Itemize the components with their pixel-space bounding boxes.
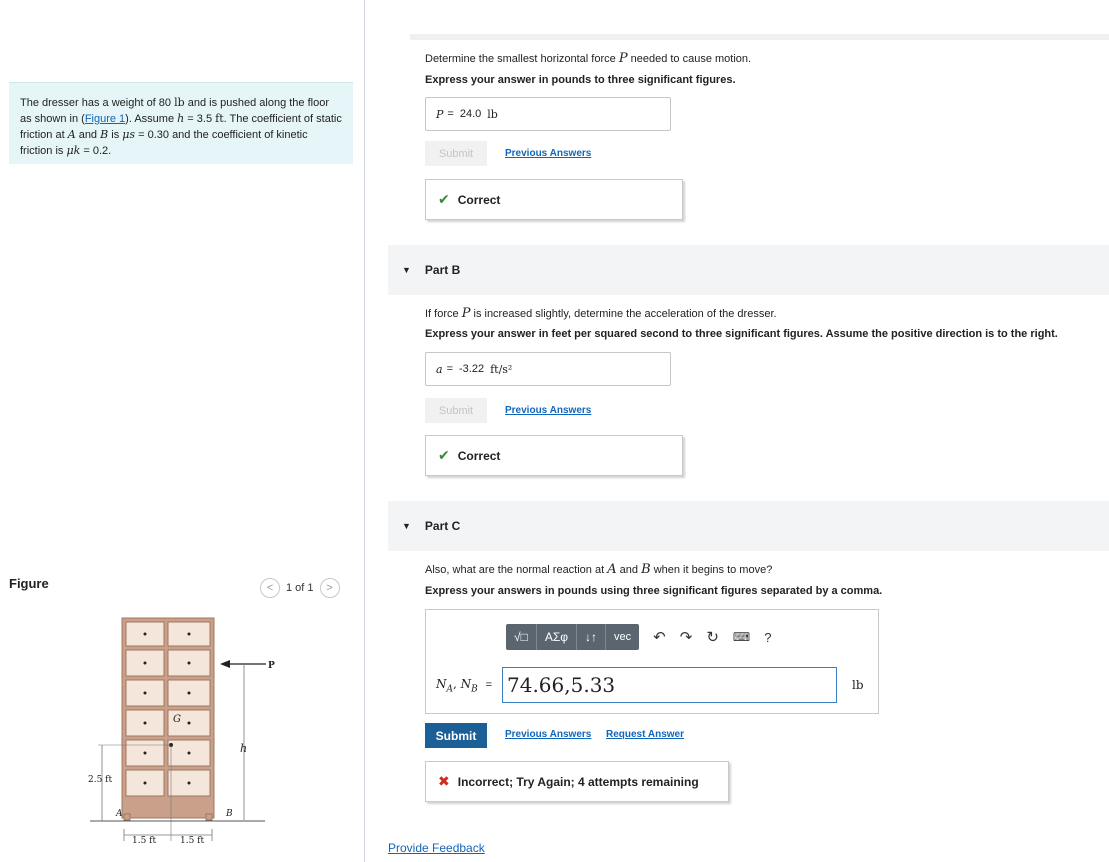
- prev-figure-button[interactable]: <: [260, 578, 280, 598]
- answer-value: -3.22: [459, 363, 485, 375]
- template-group: [506, 624, 639, 650]
- problem-text: ). Assume: [125, 113, 178, 125]
- part-a-result: [425, 179, 683, 220]
- figure-link[interactable]: Figure 1: [84, 113, 126, 125]
- answer-variable: P: [436, 107, 444, 121]
- problem-text: . The coefficient of static friction at: [20, 113, 342, 141]
- part-a-answer-field[interactable]: [425, 97, 671, 131]
- part-c-request-answer-link[interactable]: Request Answer: [606, 729, 684, 740]
- label-g: G: [173, 714, 181, 725]
- label-1-5ft-right: 1.5 ft: [180, 836, 205, 846]
- part-a-instruction: Express your answer in pounds to three significant figures.: [425, 74, 736, 86]
- math-toolbar: [506, 624, 771, 650]
- figure-pager: [260, 578, 340, 598]
- editor-icons: [653, 628, 771, 646]
- problem-text: and: [75, 129, 101, 141]
- part-a-previous-answers-link[interactable]: Previous Answers: [505, 148, 592, 159]
- equals-sign: =: [447, 108, 454, 120]
- point-a: A: [67, 128, 76, 141]
- provide-feedback-link[interactable]: Provide Feedback: [388, 841, 485, 855]
- problem-text: = 3.5: [184, 113, 216, 125]
- part-a-header-bar: [410, 34, 1109, 40]
- part-b-instruction: Express your answer in feet per squared second to three significant figures. Assume the positive direction is to the right.: [425, 328, 1058, 340]
- part-c-previous-answers-link[interactable]: Previous Answers: [505, 729, 592, 740]
- part-c-title: Part C: [424, 519, 461, 533]
- label-h: h: [240, 742, 248, 755]
- part-b-result: [425, 435, 683, 476]
- undo-icon[interactable]: ↶: [653, 629, 666, 646]
- reset-icon[interactable]: ↻: [706, 629, 719, 646]
- result-text: Correct: [457, 192, 501, 207]
- greek-symbols-button[interactable]: ΑΣφ: [537, 624, 577, 650]
- equals-sign: =: [446, 363, 453, 375]
- label-1-5ft-left: 1.5 ft: [132, 836, 157, 846]
- part-b-submit-button[interactable]: Submit: [425, 398, 487, 423]
- close-icon: ✖: [438, 773, 450, 789]
- keyboard-icon[interactable]: ⌨: [732, 630, 751, 644]
- part-a-submit-button[interactable]: Submit: [425, 141, 487, 166]
- redo-icon[interactable]: ↷: [679, 629, 693, 646]
- vector-button[interactable]: vec: [614, 631, 632, 643]
- dresser-figure: [80, 610, 290, 860]
- part-c-header[interactable]: [388, 501, 1109, 551]
- problem-text: = 0.2.: [80, 145, 112, 157]
- weight-unit: lb: [174, 96, 185, 109]
- part-b-answer-field[interactable]: [425, 352, 671, 386]
- answer-variable: a: [436, 362, 443, 376]
- mu-k: μk: [66, 144, 81, 157]
- point-b: B: [100, 128, 109, 141]
- part-c-instruction: Express your answers in pounds using three significant figures separated by a comma.: [425, 585, 883, 597]
- next-figure-button[interactable]: >: [320, 578, 340, 598]
- part-b-title: Part B: [424, 263, 461, 277]
- part-b-header[interactable]: [388, 245, 1109, 295]
- part-c-answer-panel: [425, 609, 879, 714]
- label-b: B: [226, 809, 233, 819]
- part-c-answer-label: $N_A$, $N_B$ =: [436, 677, 493, 695]
- result-text: Correct: [457, 448, 501, 463]
- collapse-triangle-icon: ▼: [402, 265, 411, 275]
- part-b-question: If force P is increased slightly, determine the acceleration of the dresser.: [425, 306, 777, 321]
- figure-title: Figure: [9, 576, 49, 591]
- collapse-triangle-icon: ▼: [402, 521, 411, 531]
- problem-statement: [9, 82, 353, 164]
- part-c-result: [425, 761, 729, 802]
- h-variable: h: [177, 112, 185, 125]
- part-c-question: Also, what are the normal reaction at A and B when it begins to move?: [425, 562, 773, 577]
- h-unit: ft: [215, 112, 224, 125]
- subscript-superscript-button[interactable]: ↓↑: [577, 624, 606, 650]
- check-icon: ✔: [438, 191, 450, 207]
- answer-unit: ft/s²: [490, 362, 513, 376]
- figure-page-count: 1 of 1: [286, 582, 314, 594]
- templates-button[interactable]: √□: [506, 624, 537, 650]
- result-text: Incorrect; Try Again; 4 attempts remaining: [457, 774, 699, 789]
- mu-s: μs: [122, 128, 136, 141]
- part-b-previous-answers-link[interactable]: Previous Answers: [505, 405, 592, 416]
- answer-value: 24.0: [459, 108, 482, 120]
- answer-unit: lb: [487, 107, 498, 121]
- check-icon: ✔: [438, 447, 450, 463]
- dresser-diagram: [80, 610, 290, 860]
- help-icon[interactable]: ?: [764, 629, 772, 645]
- column-divider: [364, 0, 365, 862]
- part-c-answer-unit: lb: [852, 678, 864, 692]
- problem-text: = 0.30 and the coefficient of kinetic friction is: [20, 129, 308, 157]
- problem-text: The dresser has a weight of 80: [20, 97, 175, 109]
- label-2-5ft: 2.5 ft: [88, 775, 113, 785]
- label-p: P: [268, 661, 275, 671]
- part-a-question: Determine the smallest horizontal force P needed to cause motion.: [425, 51, 752, 66]
- problem-text: and is pushed along the floor as shown in (: [20, 97, 329, 125]
- part-c-submit-button[interactable]: Submit: [425, 723, 487, 748]
- problem-text: is: [108, 129, 123, 141]
- label-a: A: [116, 809, 123, 819]
- part-c-answer-input[interactable]: 74.66,5.33: [502, 667, 837, 703]
